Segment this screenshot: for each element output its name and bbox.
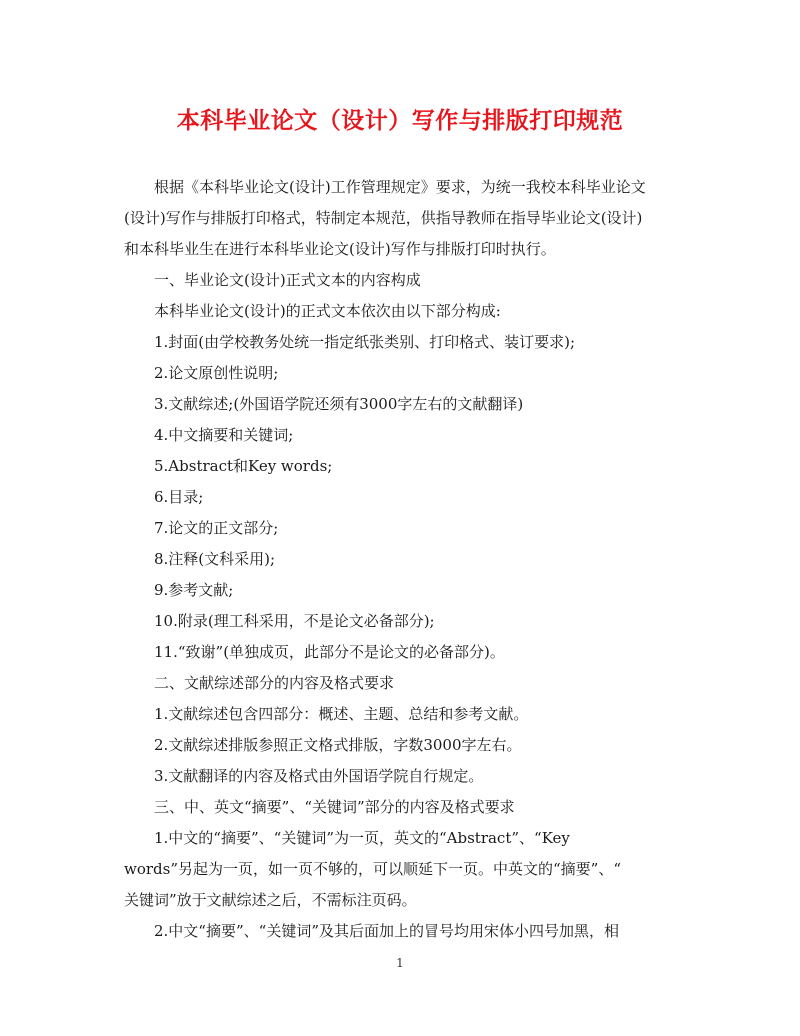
section-heading-3: 三、中、英文“摘要”、“关键词”部分的内容及格式要求 [154,798,515,816]
list-item: 6.目录; [154,488,204,506]
page-number: 1 [396,956,404,970]
paragraph-line: 关键词”放于文献综述之后，不需标注页码。 [124,891,417,909]
section-1-intro: 本科毕业论文(设计)的正式文本依次由以下部分构成: [154,302,501,320]
paragraph-intro-line-1: 根据《本科毕业论文(设计)工作管理规定》要求，为统一我校本科毕业论文 [154,178,646,196]
document-title: 本科毕业论文（设计）写作与排版打印规范 [176,107,624,134]
list-item: 2.文献综述排版参照正文格式排版，字数3000字左右。 [154,736,522,754]
paragraph-intro-line-3: 和本科毕业生在进行本科毕业论文(设计)写作与排版打印时执行。 [124,240,556,258]
list-item: 4.中文摘要和关键词; [154,426,294,444]
list-item: 11.“致谢”(单独成页，此部分不是论文的必备部分)。 [154,643,505,661]
list-item: 1.文献综述包含四部分：概述、主题、总结和参考文献。 [154,705,529,723]
paragraph-intro-line-2: (设计)写作与排版打印格式，特制定本规范，供指导教师在指导毕业论文(设计) [124,209,643,227]
list-item: 7.论文的正文部分; [154,519,279,537]
paragraph-line: 1.中文的“摘要”、“关键词”为一页，英文的“Abstract”、“Key [154,829,570,847]
list-item: 1.封面(由学校教务处统一指定纸张类别、打印格式、装订要求); [154,333,576,351]
paragraph-line: words”另起为一页，如一页不够的，可以顺延下一页。中英文的“摘要”、“ [124,860,622,878]
list-item: 3.文献翻译的内容及格式由外国语学院自行规定。 [154,767,484,785]
document-body [124,172,672,947]
list-item: 5.Abstract和Key words; [154,457,333,475]
paragraph-line: 2.中文“摘要”、“关键词”及其后面加上的冒号均用宋体小四号加黑，相 [154,922,619,940]
section-heading-2: 二、文献综述部分的内容及格式要求 [154,674,395,692]
section-heading-1: 一、毕业论文(设计)正式文本的内容构成 [154,271,421,289]
list-item: 3.文献综述;(外国语学院还须有3000字左右的文献翻译) [154,395,524,413]
list-item: 8.注释(文科采用); [154,550,276,568]
list-item: 9.参考文献; [154,581,234,599]
list-item: 10.附录(理工科采用，不是论文必备部分); [154,612,435,630]
list-item: 2.论文原创性说明; [154,364,279,382]
